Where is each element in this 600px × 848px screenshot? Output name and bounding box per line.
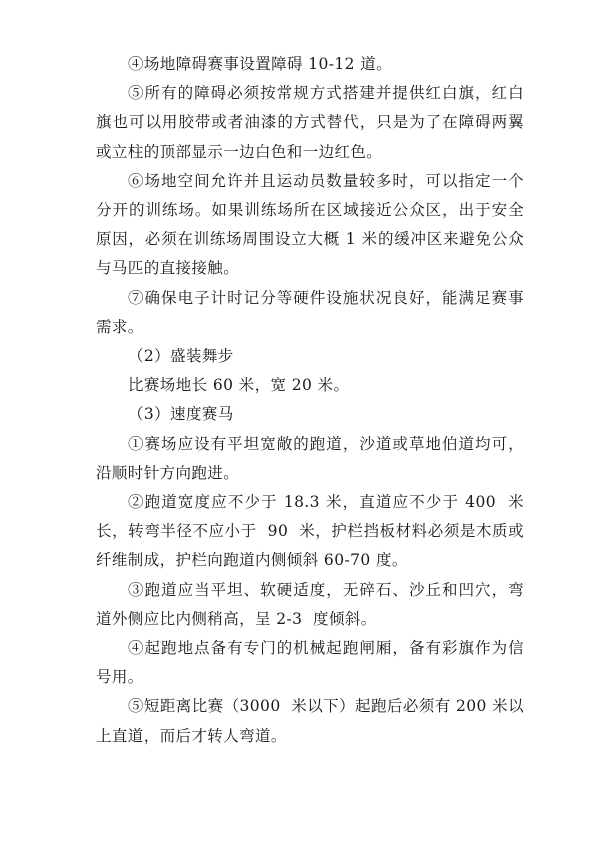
paragraph-track-layout: ①赛场应设有平坦宽敞的跑道，沙道或草地伯道均可，沿顺时针方向跑进。 <box>96 434 524 482</box>
paragraph-track-surface: ③跑道应当平坦、软硬适度，无碎石、沙丘和凹穴，弯道外侧应比内侧稍高，呈 2-3 度倾斜。 <box>96 580 524 628</box>
document-body <box>96 50 524 751</box>
section-heading-racing: （3）速度赛马 <box>128 405 234 424</box>
paragraph-short-race: ⑤短距离比赛（3000 米以下）起跑后必须有 200 米以上直道，而后才转人弯道。 <box>96 697 524 745</box>
section-heading-dressage: （2）盛装舞步 <box>128 347 234 366</box>
paragraph-training-area: ⑥场地空间允许并且运动员数量较多时，可以指定一个分开的训练场。如果训练场所在区域接近公众区，出于安全原因，必须在训练场周围设立大概 1 米的缓冲区来避免公众与马匹的直接接触。 <box>96 171 524 278</box>
paragraph-timing-equipment: ⑦确保电子计时记分等硬件设施状况良好，能满足赛事需求。 <box>96 288 524 336</box>
paragraph-track-width: ②跑道宽度应不少于 18.3 米，直道应不少于 400 米长，转弯半径不应小于 90 米，护栏挡板材料必须是木质或纤维制成，护栏向跑道内侧倾斜 60-70 度。 <box>96 493 524 570</box>
paragraph-starting-gate: ④起跑地点备有专门的机械起跑闸厢，备有彩旗作为信号用。 <box>96 639 524 687</box>
paragraph-flag-rules: ⑤所有的障碍必须按常规方式搭建并提供红白旗，红白旗也可以用胶带或者油漆的方式替代，只是为了在障碍两翼或立柱的顶部显示一边白色和一边红色。 <box>96 84 524 161</box>
paragraph-obstacle-count: ④场地障碍赛事设置障碍 10-12 道。 <box>128 55 393 73</box>
paragraph-dressage-size: 比赛场地长 60 米，宽 20 米。 <box>128 376 350 395</box>
